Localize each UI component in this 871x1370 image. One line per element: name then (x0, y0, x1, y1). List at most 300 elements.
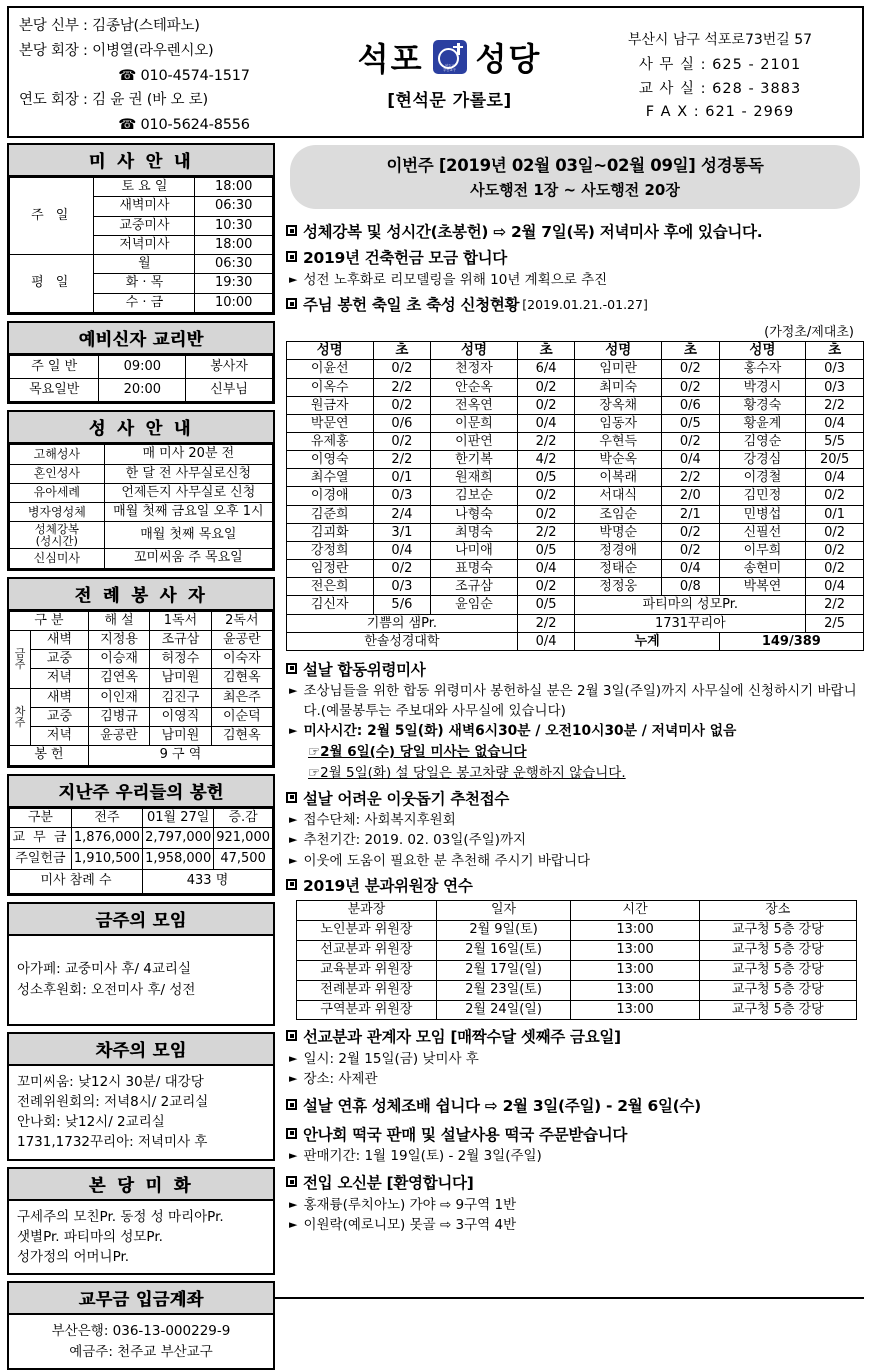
candle-count: 3/1 (373, 523, 431, 541)
square-bullet-icon (286, 1030, 297, 1041)
church-cleaning-box (7, 1167, 275, 1276)
server-name: 이영직 (150, 707, 211, 726)
offering-account-box (7, 1281, 275, 1370)
applicant-name: 이경철 (719, 469, 806, 487)
square-bullet-icon (286, 251, 297, 262)
table-row (297, 960, 857, 980)
next-week-meetings-list (9, 1066, 273, 1159)
church-address: 부산시 남구 석포로73번길 57 (627, 32, 813, 49)
next-week-meetings-title: 차주의 모임 (9, 1034, 273, 1066)
table-header-row (10, 808, 273, 827)
table-row (10, 355, 273, 378)
notice-sub-text: 접수단체: 사회복지후원회 (303, 812, 456, 829)
applicant-name: 서대식 (575, 487, 662, 505)
class-time: 09:00 (99, 355, 186, 378)
candle-count: 0/3 (373, 487, 431, 505)
applicant-name: 정경애 (575, 541, 662, 559)
col-header-place: 장소 (699, 901, 856, 921)
applicant-name: 정태순 (575, 560, 662, 578)
col-header-name: 성명 (287, 341, 374, 360)
applicant-name: 민병섭 (719, 505, 806, 523)
applicant-name: 박복연 (719, 578, 806, 596)
group-label-next-week: 차 주 (10, 688, 31, 746)
applicant-name: 임동자 (575, 414, 662, 432)
catechumen-class-title: 예비신자 교리반 (9, 323, 273, 355)
applicant-name: 김괴화 (287, 523, 374, 541)
table-row (10, 870, 273, 893)
mass-slot: 교중 (31, 650, 89, 669)
mass-time: 19:30 (195, 274, 273, 293)
applicant-name: 이영숙 (287, 451, 374, 469)
applicant-name: 나형숙 (431, 505, 518, 523)
table-row (10, 549, 273, 568)
sacrament-info-title: 성 사 안 내 (9, 412, 273, 444)
square-bullet-icon (286, 298, 297, 309)
col-header-prev: 전주 (71, 808, 142, 827)
mass-schedule-title: 미 사 안 내 (9, 145, 273, 177)
applicant-name: 유제홍 (287, 433, 374, 451)
bible-reading-week: 이번주 [2019년 02월 03일~02월 09일] 성경통독 (386, 156, 764, 175)
applicant-name: 박문연 (287, 414, 374, 432)
candle-count: 2/5 (806, 614, 864, 632)
candle-count: 2/2 (806, 596, 864, 614)
candle-count: 0/5 (662, 414, 720, 432)
col-header-name: 성명 (719, 341, 806, 360)
class-leader: 신부님 (186, 379, 273, 402)
candle-applicants-table (286, 341, 864, 651)
applicant-name: 이옥수 (287, 378, 374, 396)
candle-count: 0/5 (517, 596, 575, 614)
mass-time: 10:30 (195, 216, 273, 235)
table-row (287, 396, 864, 414)
square-bullet-icon (286, 225, 297, 236)
offering-type: 주일헌금 (10, 849, 72, 870)
applicant-name: 전옥연 (431, 396, 518, 414)
candle-count: 0/3 (373, 578, 431, 596)
table-row (287, 541, 864, 559)
candle-count: 0/4 (806, 469, 864, 487)
mass-name: 월 (94, 255, 195, 274)
liturgy-servers-title: 전 례 봉 사 자 (9, 579, 273, 611)
table-row (10, 522, 273, 549)
applicant-name: 홍수자 (719, 360, 806, 378)
attendance-label: 미사 참례 수 (10, 870, 143, 893)
table-row (297, 1000, 857, 1020)
mass-time: 06:30 (195, 197, 273, 216)
mass-slot: 교중 (31, 707, 89, 726)
committee-training-table (296, 900, 857, 1020)
bible-reading-range: 사도행전 1장 ~ 사도행전 20장 (470, 181, 680, 199)
applicant-name: 신필선 (719, 523, 806, 541)
candle-count: 0/4 (517, 632, 575, 650)
triangle-bullet-icon: ► (289, 1197, 298, 1211)
applicant-name: 황윤계 (719, 414, 806, 432)
candle-count: 0/8 (662, 578, 720, 596)
triangle-bullet-icon: ► (289, 1051, 298, 1065)
header-contact-info (590, 8, 862, 136)
applicant-name: 원금자 (287, 396, 374, 414)
candle-count: 0/2 (517, 487, 575, 505)
candle-count: 0/2 (373, 360, 431, 378)
table-row (297, 921, 857, 941)
teacher-room-phone: 교 사 실 : 628 - 3883 (638, 80, 802, 97)
server-name: 이승재 (88, 650, 149, 669)
committee-name: 전례분과 위원장 (297, 980, 437, 1000)
mass-time: 18:00 (195, 235, 273, 254)
table-row (297, 940, 857, 960)
applicant-name: 장옥채 (575, 396, 662, 414)
candle-count: 0/2 (662, 541, 720, 559)
sacrament-name: 병자영성체 (10, 503, 105, 522)
candle-count: 0/2 (517, 578, 575, 596)
catechumen-class-table (9, 355, 273, 403)
notice-sub-text: 장소: 사제관 (303, 1071, 378, 1088)
triangle-bullet-icon: ► (289, 1072, 298, 1086)
class-time: 20:00 (99, 379, 186, 402)
this-week-meetings-list (9, 936, 273, 1024)
diocese-logo-text: 천주교 부산교구 (443, 63, 456, 72)
table-row (287, 378, 864, 396)
training-date: 2월 24일(일) (436, 1000, 570, 1020)
table-row (287, 596, 864, 614)
candle-count: 0/2 (373, 433, 431, 451)
square-bullet-icon (286, 1099, 297, 1110)
table-row (10, 178, 273, 197)
notice-sub (286, 852, 864, 871)
church-cleaning-title: 본 당 미 화 (9, 1169, 273, 1201)
class-name: 주 일 반 (10, 355, 99, 378)
notice-text: 2019년 건축헌금 모금 합니다 (303, 249, 507, 268)
president-phone: ☎ 010-4574-1517 (118, 67, 250, 84)
mass-schedule-table (9, 177, 273, 313)
server-name: 이인재 (88, 688, 149, 707)
square-bullet-icon (286, 879, 297, 890)
training-place: 교구청 5층 강당 (699, 1000, 856, 1020)
col-header-commentary: 해 설 (88, 611, 149, 630)
notice-building-fund (286, 247, 864, 290)
list-item: 샛별Pr. 파티마의 성모Pr. (17, 1228, 163, 1245)
table-row (287, 469, 864, 487)
training-date: 2월 16일(토) (436, 940, 570, 960)
notice-sub-text: 일시: 2월 15일(금) 낮미사 후 (303, 1050, 479, 1067)
group-applicant-name: 1731꾸리아 (575, 614, 806, 632)
server-name: 김현옥 (211, 669, 272, 688)
notice-emphasis-text: ☞2월 6일(수) 당일 미사는 없습니다 (308, 744, 527, 761)
fax-number: F A X : 621 - 2969 (645, 104, 795, 121)
server-name: 김병규 (88, 707, 149, 726)
table-row (10, 849, 273, 870)
content-columns (7, 143, 864, 1360)
col-header-candle: 초 (662, 341, 720, 360)
candle-count: 0/2 (373, 396, 431, 414)
group-applicant-name: 기쁨의 샘Pr. (287, 614, 518, 632)
newcomer-entry: 이원락(예로니모) 못골 ⇨ 3구역 4반 (303, 1216, 517, 1233)
candle-count: 0/4 (373, 541, 431, 559)
section-heading: 설날 어려운 이웃돕기 추천접수 (303, 789, 510, 808)
server-name: 남미원 (150, 727, 211, 746)
offering-table (9, 808, 273, 894)
mass-name: 교중미사 (94, 216, 195, 235)
candle-count: 0/6 (662, 396, 720, 414)
square-bullet-icon (286, 1128, 297, 1139)
table-row (287, 451, 864, 469)
church-patron-subtitle: [현석문 가롤로] (387, 90, 512, 111)
candle-count: 0/1 (373, 469, 431, 487)
candle-count: 0/2 (662, 523, 720, 541)
mass-slot: 새벽 (31, 688, 89, 707)
main-content (282, 143, 864, 1291)
table-row (10, 630, 273, 649)
section-committee-training (286, 875, 864, 1021)
section-heading: 선교분과 관계자 모임 [매짝수달 셋째주 금요일] (303, 1028, 621, 1047)
server-name: 김진구 (150, 688, 211, 707)
table-row (10, 445, 273, 464)
section-neighbor-help (286, 788, 864, 871)
sacrament-detail: 매월 첫째 목요일 (104, 522, 272, 549)
offering-prev: 1,910,500 (71, 849, 142, 870)
mass-name: 화 · 목 (94, 274, 195, 293)
candle-count: 20/5 (806, 451, 864, 469)
triangle-bullet-icon: ► (289, 853, 298, 867)
col-header-division: 구 분 (10, 611, 89, 630)
applicant-name: 조임순 (575, 505, 662, 523)
triangle-bullet-icon: ► (289, 684, 298, 698)
applicant-name: 천정자 (431, 360, 518, 378)
col-header-reading1: 1독서 (150, 611, 211, 630)
candle-count: 4/2 (517, 451, 575, 469)
candle-count: 0/2 (373, 560, 431, 578)
notice-sub-text: 미사시간: 2월 5일(화) 새벽6시30분 / 오전10시30분 / 저녁미사 없음 (303, 722, 737, 739)
table-row (10, 650, 273, 669)
notice-sub-text: 조상님들을 위한 합동 위령미사 봉헌하실 분은 2월 3일(주일)까지 사무실에 신청하시기 바랍니다.(예물봉투는 주보대와 사무실에 있습니다) (303, 683, 857, 719)
list-item: 꼬미씨움: 낮12시 30분/ 대강당 (17, 1073, 204, 1090)
sacrament-name: 유아세례 (10, 483, 105, 502)
table-row (10, 669, 273, 688)
notice-emphasis-row (286, 741, 864, 762)
table-row (10, 255, 273, 274)
candle-count: 2/2 (373, 378, 431, 396)
notice-sub (286, 722, 864, 742)
table-header-row (287, 341, 864, 360)
total-value: 149/389 (719, 632, 863, 650)
sacrament-detail: 언제든지 사무실로 신청 (104, 483, 272, 502)
col-header-committee: 분과장 (297, 901, 437, 921)
candle-count: 2/2 (373, 451, 431, 469)
col-header-candle: 초 (373, 341, 431, 360)
section-mission-meeting (286, 1026, 864, 1089)
training-time: 13:00 (571, 980, 700, 1000)
section-memorial-mass (286, 659, 864, 784)
mass-slot: 저녁 (31, 727, 89, 746)
applicant-name: 최미숙 (575, 378, 662, 396)
table-header-row (10, 611, 273, 630)
table-row (287, 560, 864, 578)
triangle-bullet-icon: ► (289, 272, 298, 286)
list-item: 성소후원회: 오전미사 후/ 성전 (17, 981, 196, 998)
candle-count: 0/2 (806, 523, 864, 541)
table-row (287, 414, 864, 432)
table-row (10, 688, 273, 707)
col-header-type: 구분 (10, 808, 72, 827)
applicant-name: 이무희 (719, 541, 806, 559)
applicant-name: 이문희 (431, 414, 518, 432)
training-place: 교구청 5층 강당 (699, 960, 856, 980)
notice-sub (286, 271, 864, 290)
mass-name: 수 · 금 (94, 293, 195, 312)
applicant-name: 원재희 (431, 469, 518, 487)
sacrament-info-table (9, 444, 273, 568)
this-week-meetings-box (7, 902, 275, 1026)
section-newcomers (286, 1172, 864, 1235)
list-item: 성가정의 어머니Pr. (17, 1249, 130, 1266)
notice-sub-text: 추천기간: 2019. 02. 03일(주일)까지 (303, 832, 527, 849)
sacrament-name: 신심미사 (10, 549, 105, 568)
mass-slot: 저녁 (31, 669, 89, 688)
candle-count: 0/4 (806, 414, 864, 432)
bank-account-number: 부산은행: 036-13-000229-9 (51, 1323, 231, 1340)
training-date: 2월 17일(일) (436, 960, 570, 980)
notice-sub (286, 1050, 864, 1069)
applicant-name: 이경애 (287, 487, 374, 505)
candle-count: 0/3 (806, 360, 864, 378)
server-name: 최은주 (211, 688, 272, 707)
yeondo-president-line: 연도 회장 : 김 윤 권 (바 오 로) (19, 92, 208, 109)
applicant-name: 최수열 (287, 469, 374, 487)
list-item: 전례위원회의: 저녁8시/ 2교리실 (17, 1093, 209, 1110)
sacrament-name: 성체강복 (성시간) (10, 522, 105, 549)
applicant-name: 김영순 (719, 433, 806, 451)
notice-sub-text: 판매기간: 1월 19일(토) - 2월 3일(주일) (303, 1148, 542, 1165)
notice-sub (286, 1147, 864, 1166)
list-item: 안나회: 낮12시/ 2교리실 (17, 1114, 165, 1131)
server-name: 이숙자 (211, 650, 272, 669)
training-date: 2월 23일(토) (436, 980, 570, 1000)
col-header-date: 일자 (436, 901, 570, 921)
notice-emphasis-text: ☞2월 5일(화) 설 당일은 봉고차량 운행하지 않습니다. (308, 765, 626, 782)
notice-sub (286, 811, 864, 830)
table-row (10, 827, 273, 848)
server-name: 지정용 (88, 630, 149, 649)
diocese-logo-icon (433, 40, 467, 74)
candle-count: 0/2 (662, 360, 720, 378)
square-bullet-icon (286, 663, 297, 674)
candle-count: 0/2 (806, 487, 864, 505)
training-place: 교구청 5층 강당 (699, 980, 856, 1000)
col-header-candle: 초 (517, 341, 575, 360)
mass-schedule-box (7, 143, 275, 315)
president-line: 본당 회장 : 이병열(라우렌시오) (19, 42, 214, 59)
mass-time: 06:30 (195, 255, 273, 274)
church-cleaning-list (9, 1201, 273, 1274)
group-applicant-name: 파티마의 성모Pr. (575, 596, 806, 614)
committee-name: 노인분과 위원장 (297, 921, 437, 941)
candle-count: 2/2 (806, 396, 864, 414)
table-row (297, 980, 857, 1000)
section-heading: 설날 합동위령미사 (303, 660, 426, 679)
server-name: 이순덕 (211, 707, 272, 726)
col-header-candle: 초 (806, 341, 864, 360)
church-name-left: 석포 (357, 39, 424, 78)
offering-current: 1,958,000 (143, 849, 214, 870)
newcomer-entry: 홍재륭(루치아노) 가야 ⇨ 9구역 1반 (303, 1196, 517, 1213)
catechumen-class-box (7, 321, 275, 405)
triangle-bullet-icon: ► (289, 833, 298, 847)
applicant-name: 우현득 (575, 433, 662, 451)
offering-label: 봉 헌 (10, 746, 89, 765)
applicant-name: 강경심 (719, 451, 806, 469)
mass-name: 저녁미사 (94, 235, 195, 254)
notice-emphasis-row (286, 762, 864, 783)
candle-count: 2/4 (373, 505, 431, 523)
candle-count: 0/4 (662, 451, 720, 469)
candle-count: 0/5 (517, 541, 575, 559)
table-row (287, 632, 864, 650)
offering-account-details (9, 1315, 273, 1368)
offering-current: 2,797,000 (143, 827, 214, 848)
page-header (7, 6, 864, 138)
col-header-time: 시간 (571, 901, 700, 921)
header-title-block (309, 8, 590, 136)
table-row (10, 464, 273, 483)
office-phone: 사 무 실 : 625 - 2101 (638, 57, 802, 74)
candle-count: 2/2 (517, 433, 575, 451)
offering-type: 교 무 금 (10, 827, 72, 848)
applicant-name: 김민정 (719, 487, 806, 505)
class-leader: 봉사자 (186, 355, 273, 378)
account-holder: 예금주: 천주교 부산교구 (69, 1343, 213, 1360)
table-row (287, 523, 864, 541)
training-time: 13:00 (571, 940, 700, 960)
notice-date-range: [2019.01.21.-01.27] (522, 297, 648, 313)
offering-change: 47,500 (214, 849, 273, 870)
training-place: 교구청 5층 강당 (699, 921, 856, 941)
table-row (287, 360, 864, 378)
bible-reading-banner (290, 145, 860, 209)
list-item: 아가페: 교중미사 후/ 4교리실 (17, 961, 192, 978)
applicant-name: 한기복 (431, 451, 518, 469)
committee-name: 교육분과 위원장 (297, 960, 437, 980)
triangle-bullet-icon: ► (289, 1149, 298, 1163)
applicant-name: 박순옥 (575, 451, 662, 469)
sacrament-detail: 매월 첫째 금요일 오후 1시 (104, 503, 272, 522)
mass-name: 새벽미사 (94, 197, 195, 216)
left-sidebar (7, 143, 275, 1360)
applicant-name: 전은희 (287, 578, 374, 596)
candle-type-note: (가정초/제대초) (764, 324, 854, 340)
last-week-offering-title: 지난주 우리들의 봉헌 (9, 776, 273, 808)
applicant-name: 안순옥 (431, 378, 518, 396)
notice-candle-blessing (286, 294, 864, 316)
candle-count: 0/2 (806, 560, 864, 578)
square-bullet-icon (286, 1176, 297, 1187)
list-item: 1731,1732꾸리아: 저녁미사 후 (17, 1134, 208, 1151)
applicant-name: 김보순 (431, 487, 518, 505)
candle-count: 0/2 (517, 378, 575, 396)
offering-change: 921,000 (214, 827, 273, 848)
server-name: 허정수 (150, 650, 211, 669)
offering-account-title: 교무금 입금계좌 (9, 1283, 273, 1315)
yeondo-president-phone: ☎ 010-5624-8556 (118, 117, 250, 134)
triangle-bullet-icon: ► (289, 723, 298, 737)
mass-group-weekday: 평 일 (10, 255, 94, 313)
notice-sub-text: 이웃에 도움이 필요한 분 추천해 주시기 바랍니다 (303, 852, 591, 869)
total-label: 누계 (575, 632, 719, 650)
applicant-name: 송현미 (719, 560, 806, 578)
square-bullet-icon (286, 792, 297, 803)
notice-sub (286, 1070, 864, 1089)
mass-time: 18:00 (195, 178, 273, 197)
notice-sub (286, 1216, 864, 1235)
